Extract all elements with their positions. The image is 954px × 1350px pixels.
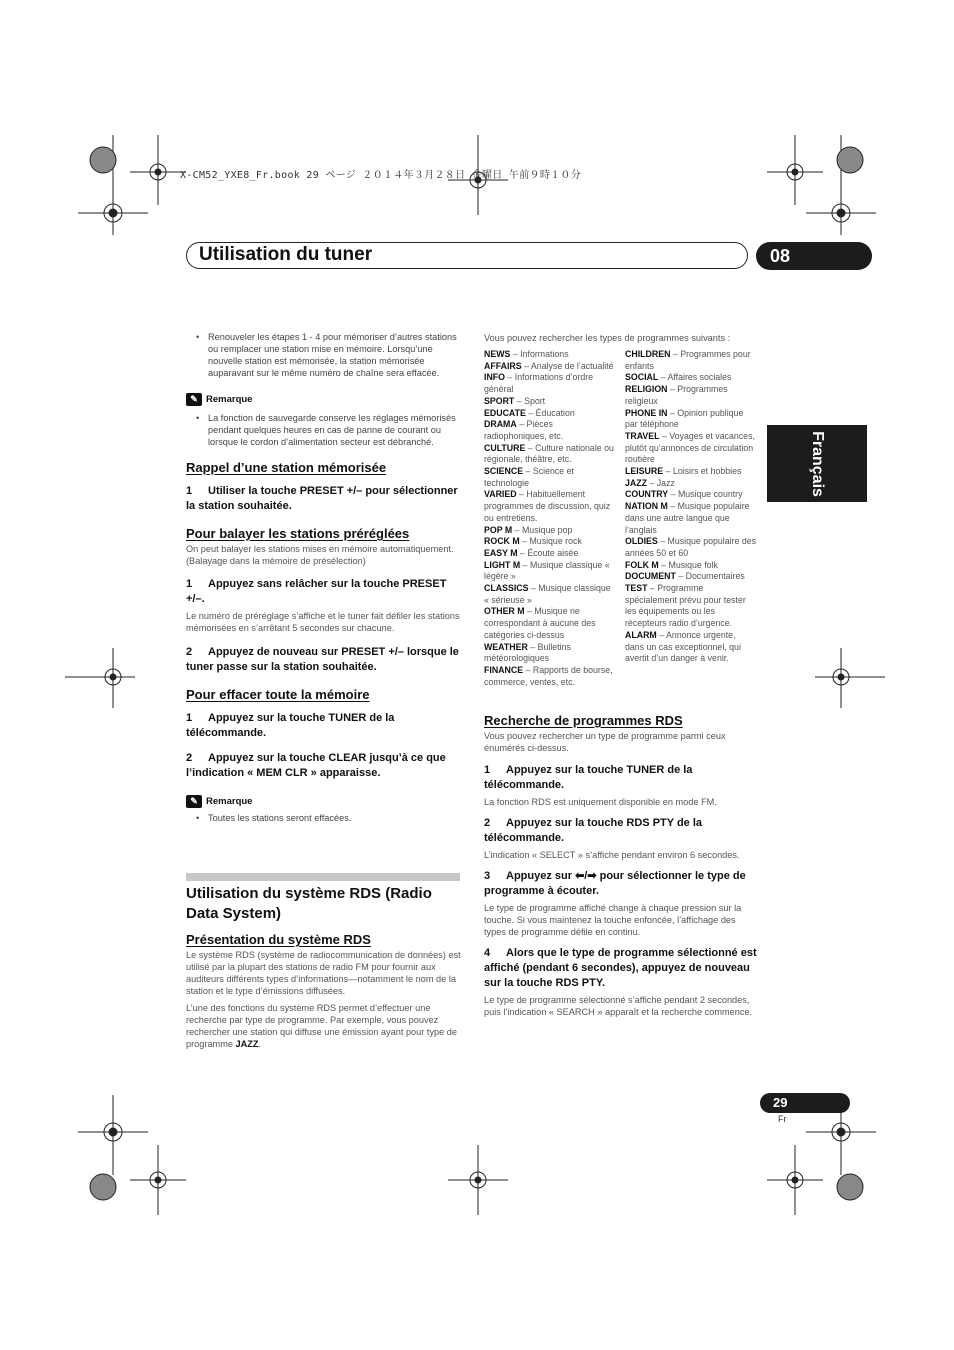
program-type-item (484, 665, 616, 688)
program-type-item (484, 642, 616, 665)
program-type-item (625, 384, 757, 407)
page-title: Utilisation du tuner (199, 244, 373, 265)
program-type-item (484, 583, 616, 606)
program-code: DOCUMENT (625, 571, 676, 582)
program-code: POP M (484, 524, 513, 535)
program-code: CLASSICS (484, 583, 529, 594)
program-code: OLDIES (625, 536, 658, 547)
program-desc: – Sport (514, 395, 546, 406)
program-type-item (484, 408, 616, 420)
program-code: FINANCE (484, 664, 524, 675)
program-desc: – Opinion publique par téléphone (625, 407, 744, 430)
program-type-item (484, 560, 616, 583)
program-type-item (625, 372, 757, 384)
language-tab (767, 425, 867, 502)
program-desc: – Musique country (668, 489, 743, 500)
program-code: ALARM (625, 629, 657, 640)
program-code: TEST (625, 583, 648, 594)
program-type-item (625, 630, 757, 665)
step-item: 4 Alors que le type de programme sélectionné est affiché (pendant 6 secondes), appuyez de nouveau sur la touche RDS PTY. (484, 947, 757, 989)
program-code: INFO (484, 372, 506, 383)
body-text: Vous pouvez rechercher un type de programme parmi ceux énumérés ci-dessus. (484, 731, 726, 753)
bullet-item: • Renouveler les étapes 1 - 4 pour mémoriser d’autres stations ou remplacer une station mise en mémoire. Lorsqu’une nouvelle station est mémorisée, la station mémorisée auparavant sur le même numéro de chaîne sera effacée. (186, 331, 461, 379)
body-text: L’une des fonctions du système RDS permet d’effectuer une recherche par type de programme. Par exemple, vous pouvez rechercher une station qui diffuse une émission ayant pour type de programme JAZZ. (186, 1003, 458, 1049)
program-desc: – Musique rock (519, 536, 582, 547)
program-type-item (625, 571, 757, 583)
section-heading-recherche: Recherche de programmes RDS (484, 713, 683, 728)
program-desc: – Éducation (525, 407, 575, 418)
program-desc: – Science et technologie (484, 466, 574, 488)
remark-heading: ✎ Remarque (186, 795, 461, 808)
chapter-number: 08 (756, 242, 872, 270)
body-text: L’indication « SELECT » s’affiche pendant environ 6 secondes. (484, 850, 740, 860)
program-type-item (484, 396, 616, 408)
program-desc: – Culture nationale ou régionale, théâtre, etc. (484, 442, 614, 465)
program-desc: – Loisirs et hobbies (663, 466, 742, 477)
section-heading-effacer: Pour effacer toute la mémoire (186, 687, 370, 702)
rds-section (186, 884, 461, 1050)
program-desc: – Habituellement programmes de discussion, quiz ou entretiens. (484, 489, 611, 523)
program-type-item (484, 548, 616, 560)
program-code: LEISURE (625, 466, 664, 477)
program-type-item (484, 372, 616, 395)
program-code: FOLK M (625, 559, 659, 570)
recherche-section (484, 715, 758, 1018)
program-code: VARIED (484, 489, 517, 500)
program-code: NATION M (625, 501, 668, 512)
program-type-item (484, 536, 616, 548)
program-code: ROCK M (484, 536, 520, 547)
program-desc: – Pièces radiophoniques, etc. (484, 419, 564, 441)
program-list-col1 (484, 349, 616, 688)
program-desc: – Écoute aisée (517, 547, 579, 558)
left-column (186, 331, 461, 824)
step-item: 2 Appuyez sur la touche RDS PTY de la télécommande. (484, 817, 703, 844)
program-code: WEATHER (484, 641, 528, 652)
program-desc: – Musique pop (512, 524, 573, 535)
remark-bullet: • Toutes les stations seront effacées. (186, 812, 461, 824)
program-code: SCIENCE (484, 466, 524, 477)
program-type-item (625, 583, 757, 630)
step-item: 3 Appuyez sur ⬅/➡ pour sélectionner le type de programme à écouter. (484, 870, 746, 897)
body-text: Le système RDS (système de radiocommunication de données) est utilisé par la plupart des stations de radio FM pour fournir aux auditeurs différents types d’informations—notamment le nom de la station et le type d’émissions diffusées. (186, 950, 461, 996)
program-type-item (625, 536, 757, 559)
program-desc: – Documentaires (675, 571, 745, 582)
program-type-item (484, 489, 616, 524)
program-desc: – Programme spécialement prévu pour tester les équipements ou les récepteurs radio d’urgence. (625, 583, 746, 629)
program-code: AFFAIRS (484, 360, 522, 371)
section-divider (186, 873, 460, 881)
program-type-item (625, 466, 757, 478)
language-tab-label: Français (809, 430, 826, 497)
body-text: Le type de programme affiché change à chaque pression sur la touche. Si vous maintenez la touche enfoncée, l’affichage des types de programme défile en continu. (484, 903, 742, 937)
program-desc: – Musique populaire dans une autre langue que l’anglais (625, 501, 750, 535)
body-text: Le type de programme sélectionné s’affiche pendant 2 secondes, puis l’indication « SEARCH » apparaît et la recherche commence. (484, 995, 753, 1017)
program-code: JAZZ (625, 477, 647, 488)
program-type-item (625, 478, 757, 490)
program-code: TRAVEL (625, 430, 660, 441)
program-type-item (625, 560, 757, 572)
program-code: LIGHT M (484, 559, 521, 570)
program-type-item (484, 349, 616, 361)
program-type-item (484, 525, 616, 537)
body-text: On peut balayer les stations mises en mémoire automatiquement. (Balayage dans la mémoire de présélection) (186, 544, 454, 566)
page-lang: Fr (778, 1114, 787, 1124)
program-desc: – Musique ne correspondant à aucune des catégories ci-dessus (484, 606, 596, 640)
program-code: RELIGION (625, 384, 668, 395)
pencil-icon: ✎ (186, 393, 202, 406)
step-item: 1 Appuyez sans relâcher sur la touche PRESET +/–. (186, 578, 447, 605)
program-type-item (484, 443, 616, 466)
program-code: PHONE IN (625, 407, 668, 418)
section-heading-balayer: Pour balayer les stations préréglées (186, 526, 410, 541)
program-type-item (484, 606, 616, 641)
program-code: EASY M (484, 547, 518, 558)
program-code: COUNTRY (625, 489, 669, 500)
program-list-col2 (625, 349, 757, 665)
program-desc: – Rapports de bourse, commerce, ventes, etc. (484, 664, 613, 687)
program-desc: – Programmes pour enfants (625, 349, 751, 371)
program-code: CULTURE (484, 442, 526, 453)
page-number: 29 (760, 1093, 850, 1113)
step-item: 2 Appuyez de nouveau sur PRESET +/– lorsque le tuner passe sur la station souhaitée. (186, 646, 459, 673)
program-type-item (484, 361, 616, 373)
program-desc: – Musique folk (658, 559, 718, 570)
section-heading-rappel: Rappel d’une station mémorisée (186, 460, 387, 475)
program-type-item (625, 489, 757, 501)
step-item: 1 Appuyez sur la touche TUNER de la télécommande. (484, 764, 693, 791)
program-desc: – Musique populaire des années 50 et 60 (625, 536, 757, 558)
remark-bullet: • La fonction de sauvegarde conserve les réglages mémorisés pendant quelques heures en cas de panne de courant ou lorsque le cordon d’alimentation secteur est débranché. (186, 412, 461, 448)
body-text: La fonction RDS est uniquement disponible en mode FM. (484, 797, 717, 807)
program-type-item (484, 466, 616, 489)
step-item: 2 Appuyez sur la touche CLEAR jusqu’à ce que l’indication « MEM CLR » apparaisse. (186, 752, 446, 779)
program-desc: – Informations d’ordre général (484, 372, 594, 395)
program-code: SOCIAL (625, 372, 659, 383)
program-type-item (625, 431, 757, 466)
body-text: Le numéro de préréglage s’affiche et le tuner fait défiler les stations mémorisées en s’arrêtant 5 secondes sur chacune. (186, 611, 460, 633)
program-type-item (625, 349, 757, 372)
program-code: EDUCATE (484, 407, 526, 418)
programs-intro: Vous pouvez rechercher les types de programmes suivants : (484, 333, 731, 343)
program-desc: – Jazz (647, 477, 675, 488)
program-desc: – Annonce urgente, dans un cas exceptionnel, qui avertit d’un danger à venir. (625, 629, 741, 664)
program-desc: – Bulletins météorologiques (484, 641, 571, 664)
step-item: 1 Utiliser la touche PRESET +/– pour sélectionner la station souhaitée. (186, 485, 458, 512)
program-code: CHILDREN (625, 349, 671, 359)
program-desc: – Affaires sociales (658, 372, 732, 383)
program-desc: – Musique classique « sérieuse » (484, 583, 611, 605)
print-slug: X-CM52_YXE8_Fr.book 29 ページ ２０１４年３月２８日 金曜日 午前９時１０分 (180, 170, 582, 181)
step-item: 1 Appuyez sur la touche TUNER de la télécommande. (186, 712, 395, 739)
program-desc: – Voyages et vacances, plutôt qu’annonces de circulation routière (625, 430, 755, 465)
program-code: DRAMA (484, 419, 517, 430)
program-code: NEWS (484, 349, 511, 359)
program-desc: – Programmes religieux (625, 384, 728, 406)
program-code: SPORT (484, 395, 515, 406)
program-desc: – Musique classique « légère » (484, 559, 610, 582)
program-type-item (625, 501, 757, 536)
program-code: OTHER M (484, 606, 525, 617)
remark-heading: ✎ Remarque (186, 393, 461, 406)
program-type-item (484, 419, 616, 442)
program-desc: – Analyse de l’actualité (521, 360, 614, 371)
program-type-item (625, 408, 757, 431)
section-heading-rds: Utilisation du système RDS (Radio Data System) (186, 885, 432, 922)
pencil-icon: ✎ (186, 795, 202, 808)
section-heading-presentation: Présentation du système RDS (186, 932, 371, 947)
program-desc: – Informations (510, 349, 569, 359)
